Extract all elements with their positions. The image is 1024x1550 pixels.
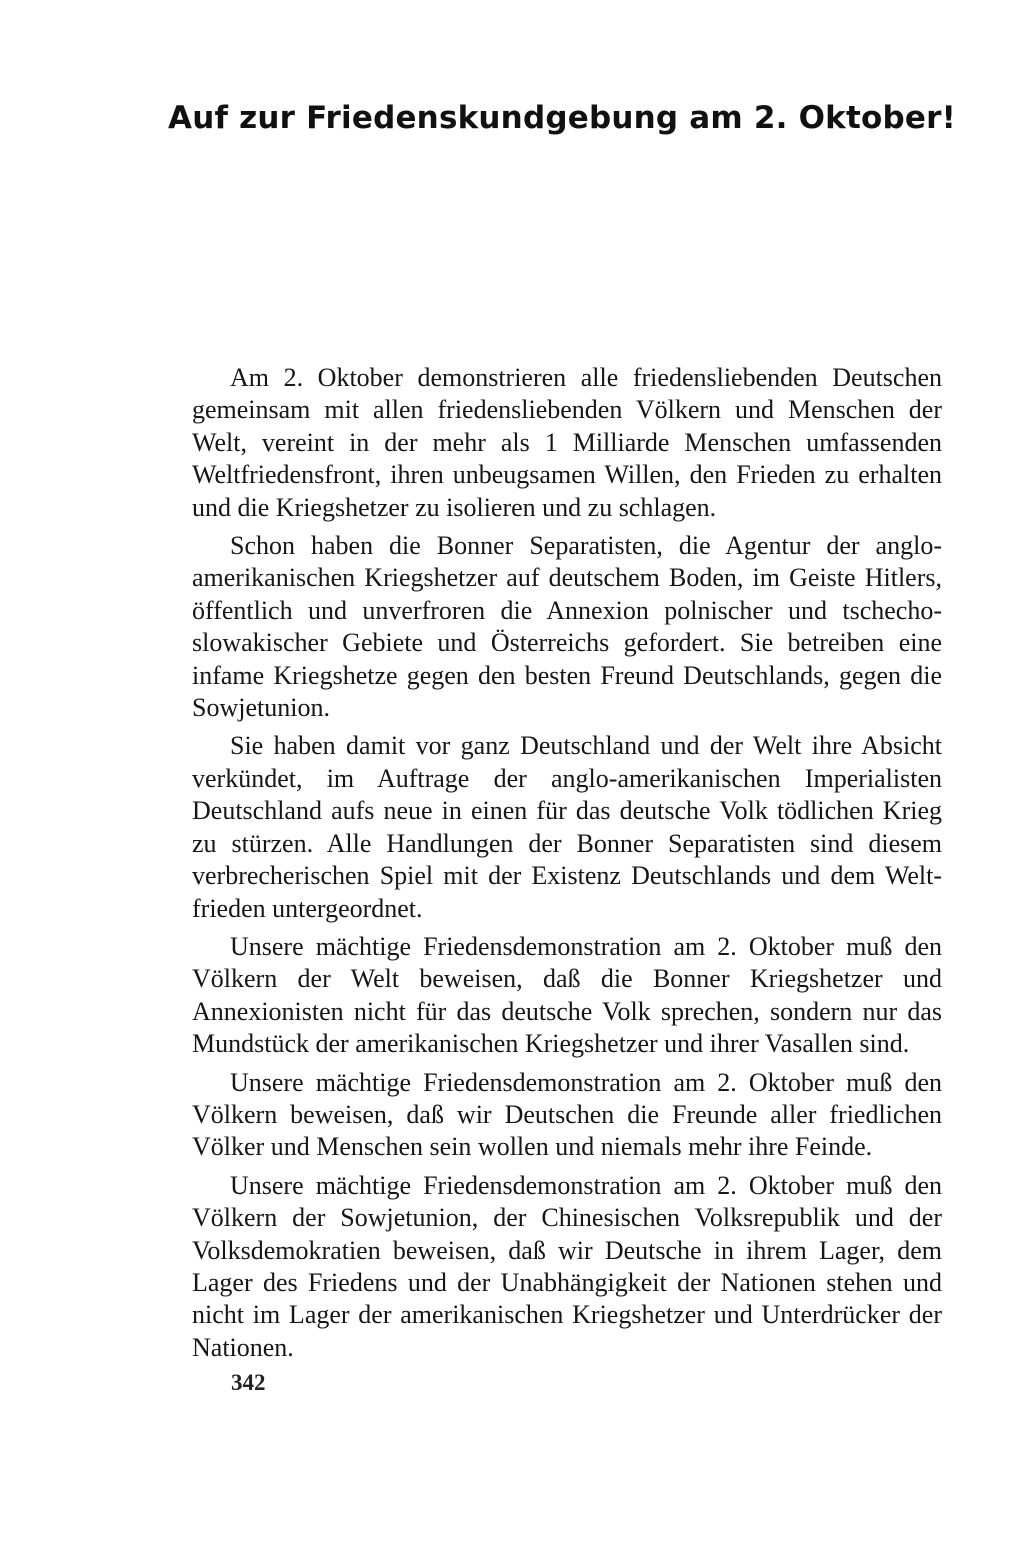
paragraph-6: Unsere mächtige Friedensdemonstration am 2. Oktober muß den Völkern der Sowjetunion, der Chinesischen Volksrepublik und der Volksdemokratien beweisen, daß wir Deutsche in ihrem Lager, dem Lager des Friedens und der Unabhängigkeit der Nationen stehen und nicht im Lager der amerikanischen Kriegshetzer und Unterdrücker der Nationen. xyxy=(192,1170,942,1362)
page-title: Auf zur Friedenskundgebung am 2. Oktober! xyxy=(168,100,956,136)
body-text xyxy=(192,362,942,1370)
page-number: 342 xyxy=(231,1370,266,1395)
paragraph-1: Am 2. Oktober demonstrieren alle friedensliebenden Deutschen gemeinsam mit allen friedensliebenden Völkern und Menschen der Welt, vereint in der mehr als 1 Milliarde Menschen umfassenden Weltfriedensfront, ihren unbeugsamen Willen, den Frieden zu erhalten und die Kriegshetzer zu isolieren und zu schlagen. xyxy=(192,363,942,522)
paragraph-3: Sie haben damit vor ganz Deutschland und der Welt ihre Absicht verkündet, im Auftrage der anglo-amerikanischen Imperialisten Deutschland aufs neue in einen für das deutsche Volk tödlichen Krieg zu stürzen. Alle Handlungen der Bonner Separatisten sind diesem verbrecherischen Spiel mit der Existenz Deutschlands und dem Weltfrieden untergeordnet. xyxy=(192,731,942,923)
paragraph-5: Unsere mächtige Friedensdemonstration am 2. Oktober muß den Völkern beweisen, daß wir Deutschen die Freunde aller friedlichen Völker und Menschen sein wollen und niemals mehr ihre Feinde. xyxy=(192,1067,942,1162)
paragraph-4: Unsere mächtige Friedensdemonstration am 2. Oktober muß den Völkern der Welt beweisen, daß die Bonner Kriegshetzer und Annexionisten nicht für das deutsche Volk sprechen, sondern nur das Mundstück der amerikanischen Kriegshetzer und ihrer Vasallen sind. xyxy=(192,931,942,1059)
paragraph-2: Schon haben die Bonner Separatisten, die Agentur der angloamerikanischen Kriegshetzer auf deutschem Boden, im Geiste Hitlers, öffentlich und unverfroren die Annexion polnischer und tschechoslowakischer Gebiete und Österreichs gefordert. Sie betreiben eine infame Kriegshetze gegen den besten Freund Deutschlands, gegen die Sowjetunion. xyxy=(192,531,942,723)
